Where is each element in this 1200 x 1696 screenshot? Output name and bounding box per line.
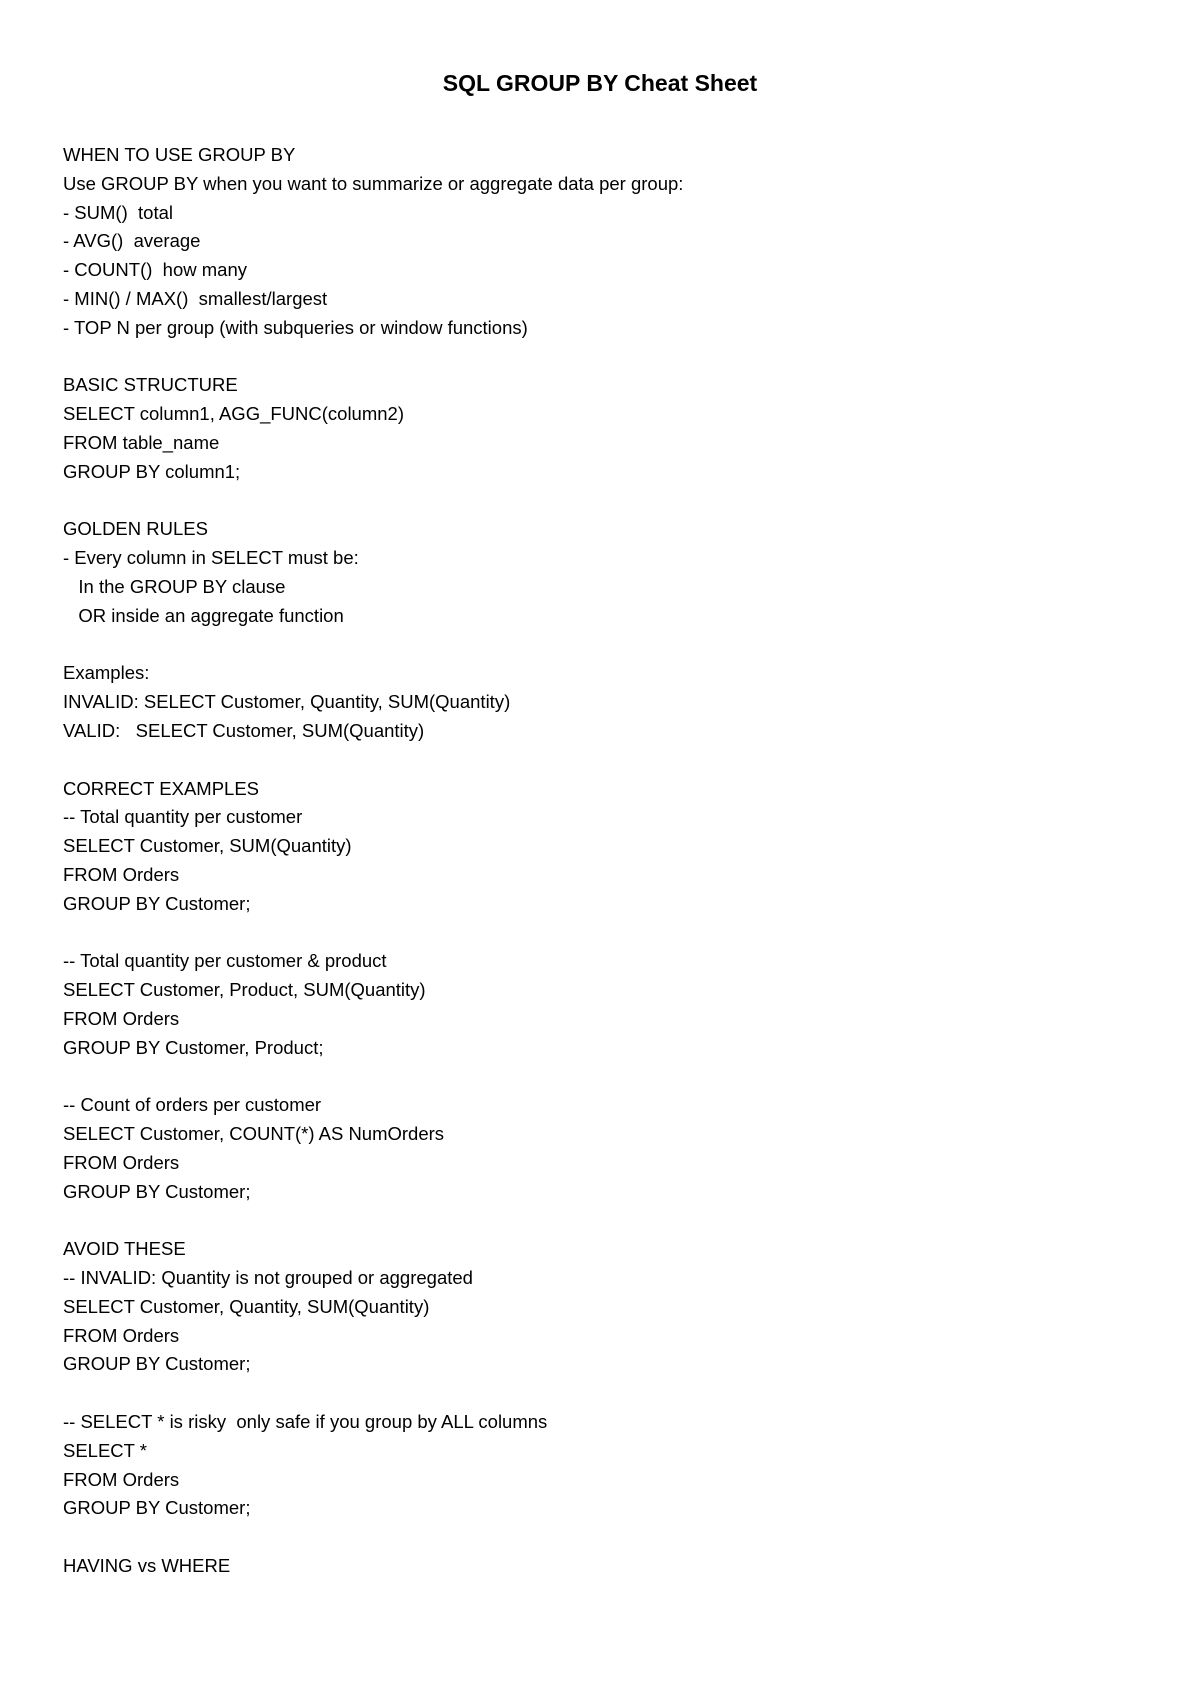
code-comment: -- SELECT * is risky only safe if you group by ALL columns	[63, 1411, 548, 1433]
section-heading: CORRECT EXAMPLES	[63, 777, 260, 799]
code-line: SELECT *	[63, 1439, 147, 1461]
code-line: GROUP BY column1;	[63, 460, 241, 482]
code-line: SELECT Customer, COUNT(*) AS NumOrders	[63, 1123, 445, 1145]
list-item: - SUM() total	[63, 201, 173, 223]
code-line: GROUP BY Customer;	[63, 892, 251, 914]
blank-line	[63, 746, 1143, 775]
code-comment: -- Total quantity per customer	[63, 806, 303, 828]
text-line: Use GROUP BY when you want to summarize or aggregate data per group:	[63, 172, 684, 194]
code-line: GROUP BY Customer;	[63, 1180, 251, 1202]
blank-line	[63, 1063, 1143, 1092]
blank-line	[63, 487, 1143, 516]
code-line: FROM Orders	[63, 1324, 180, 1346]
list-item: - MIN() / MAX() smallest/largest	[63, 287, 328, 309]
text-line: OR inside an aggregate function	[63, 604, 344, 626]
text-line: In the GROUP BY clause	[63, 575, 286, 597]
text-line: Examples:	[63, 662, 150, 684]
code-comment: -- INVALID: Quantity is not grouped or aggregated	[63, 1267, 473, 1289]
code-line: VALID: SELECT Customer, SUM(Quantity)	[63, 719, 425, 741]
code-line: FROM Orders	[63, 1007, 180, 1029]
section-heading: HAVING vs WHERE	[63, 1555, 231, 1577]
document-title: SQL GROUP BY Cheat Sheet	[442, 70, 758, 96]
code-comment: -- Total quantity per customer & product	[63, 950, 387, 972]
code-comment: -- Count of orders per customer	[63, 1094, 322, 1116]
blank-line	[63, 1379, 1143, 1408]
blank-line	[63, 1206, 1143, 1235]
code-line: SELECT Customer, Quantity, SUM(Quantity)	[63, 1295, 430, 1317]
list-item: - AVG() average	[63, 230, 201, 252]
section-heading: WHEN TO USE GROUP BY	[63, 144, 296, 165]
section-heading: GOLDEN RULES	[63, 518, 208, 540]
code-line: FROM table_name	[63, 431, 220, 453]
document-body	[63, 141, 1143, 1581]
code-line: GROUP BY Customer;	[63, 1497, 251, 1519]
code-line: FROM Orders	[63, 863, 180, 885]
code-line: SELECT Customer, SUM(Quantity)	[63, 835, 352, 857]
blank-line	[63, 343, 1143, 372]
section-heading: BASIC STRUCTURE	[63, 374, 238, 396]
code-line: SELECT Customer, Product, SUM(Quantity)	[63, 979, 426, 1001]
blank-line	[63, 631, 1143, 660]
list-item: - TOP N per group (with subqueries or window functions)	[63, 316, 528, 338]
code-line: FROM Orders	[63, 1151, 180, 1173]
code-line: FROM Orders	[63, 1468, 180, 1490]
code-line: SELECT column1, AGG_FUNC(column2)	[63, 403, 404, 425]
section-heading: AVOID THESE	[63, 1238, 186, 1260]
blank-line	[63, 919, 1143, 948]
list-item: - COUNT() how many	[63, 259, 247, 281]
code-line: GROUP BY Customer;	[63, 1353, 251, 1375]
code-line: GROUP BY Customer, Product;	[63, 1036, 324, 1058]
code-line: INVALID: SELECT Customer, Quantity, SUM(Quantity)	[63, 691, 511, 713]
blank-line	[63, 1523, 1143, 1552]
list-item: - Every column in SELECT must be:	[63, 547, 359, 569]
